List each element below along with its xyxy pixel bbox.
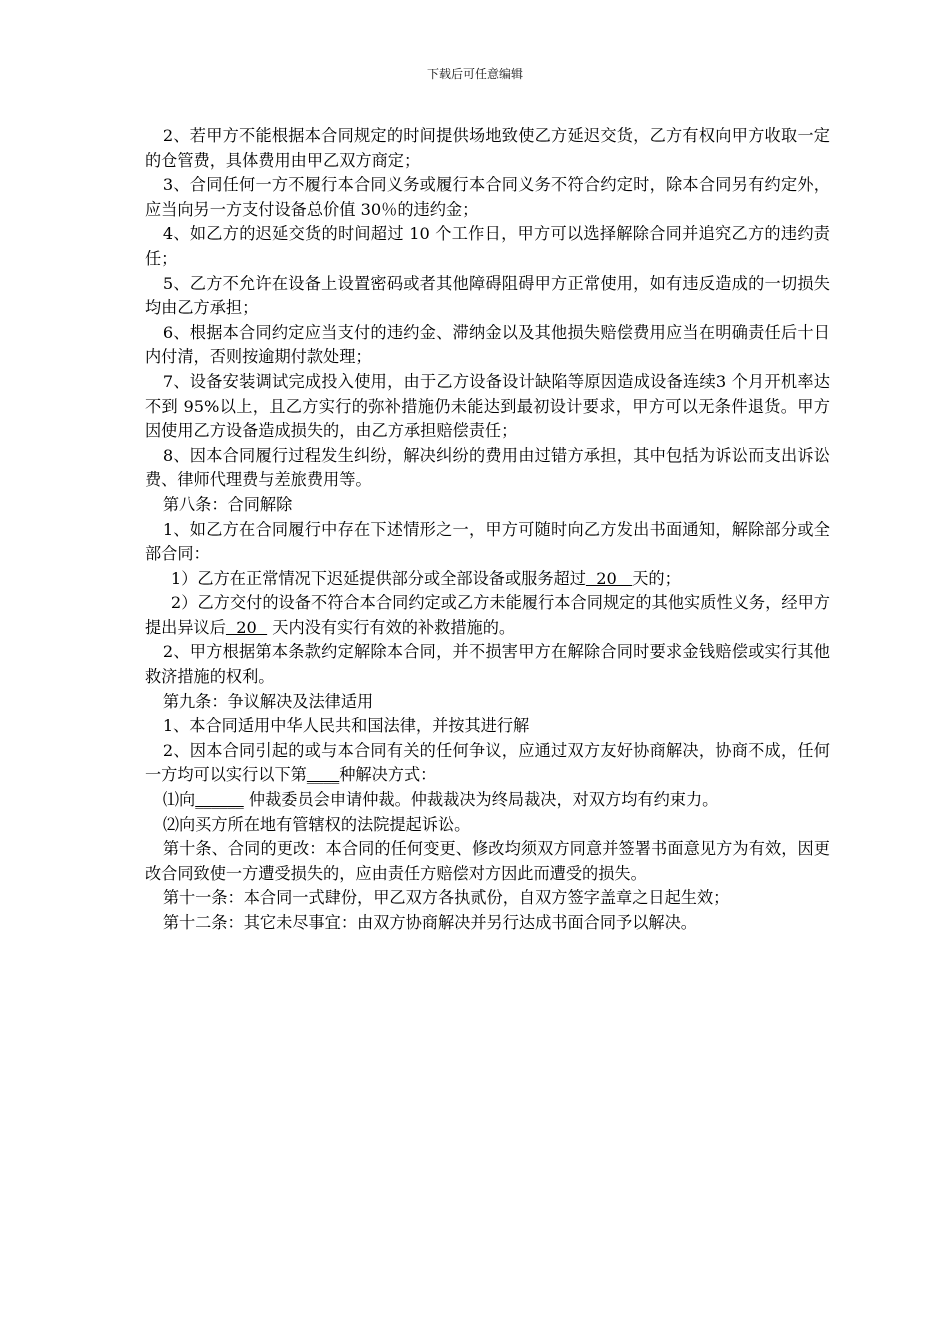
article-9-option-2: ⑵向买方所在地有管辖权的法院提起诉讼。 — [162, 814, 471, 834]
resolution-choice-blank: ____ — [306, 765, 340, 785]
clause-3: 3、合同任何一方不履行本合同义务或履行本合同义务不符合约定时，除本合同另有约定外，应当向另一方支付设备总价值 30％的违约金； — [145, 175, 830, 219]
article-8-title: 第八条：合同解除 — [162, 494, 293, 514]
option-1-text-after: 仲裁委员会申请仲裁。仲裁裁决为终局裁决，对双方均有约束力。 — [243, 790, 719, 810]
item-1-text-after: 天的； — [632, 568, 681, 588]
arbitration-committee-blank: ______ — [195, 790, 244, 810]
article-8-para-1: 1、如乙方在合同履行中存在下述情形之一，甲方可随时向乙方发出书面通知，解除部分或全部合同： — [145, 519, 830, 564]
item-2-text-before: 2）乙方交付的设备不符合本合同约定或乙方未能履行本合同规定的其他实质性义务，经甲方提出异议后 — [145, 593, 830, 637]
article-8-item-2 — [145, 591, 830, 640]
article-10: 第十条、合同的更改：本合同的任何变更、修改均须双方同意并签署书面意见方为有效，因更改合同致使一方遭受损失的，应由责任方赔偿对方因此而遭受的损失。 — [145, 839, 830, 883]
contract-body — [145, 124, 830, 936]
article-9-title: 第九条：争议解决及法律适用 — [162, 691, 374, 711]
clause-4: 4、如乙方的迟延交货的时间超过 10 个工作日，甲方可以选择解除合同并追究乙方的违约责任； — [145, 224, 830, 268]
item-1-days-value: 20 — [585, 568, 633, 588]
item-2-days-value: 20 — [225, 617, 268, 637]
clause-6: 6、根据本合同约定应当支付的违约金、滞纳金以及其他损失赔偿费用应当在明确责任后十日内付清，否则按逾期付款处理； — [145, 322, 830, 367]
page-header: 下载后可任意编辑 — [426, 67, 523, 81]
item-2-text-after: 天内没有实行有效的补救措施的。 — [267, 617, 516, 637]
clause-2: 2、若甲方不能根据本合同规定的时间提供场地致使乙方延迟交货，乙方有权向甲方收取一定的仓管费，具体费用由甲乙双方商定； — [145, 126, 830, 170]
clause-7: 7、设备安装调试完成投入使用，由于乙方设备设计缺陷等原因造成设备连续3 个月开机率达不到 95%以上，且乙方实行的弥补措施仍未能达到最初设计要求，甲方可以无条件退货。甲方因使用乙方设备造成损失的，由乙方承担赔偿责任； — [145, 371, 830, 441]
article-12: 第十二条：其它未尽事宜：由双方协商解决并另行达成书面合同予以解决。 — [162, 913, 697, 932]
para-2-text-after: 种解决方式： — [339, 765, 437, 785]
article-8-para-2: 2、甲方根据第本条款约定解除本合同，并不损害甲方在解除合同时要求金钱赔偿或实行其他救济措施的权利。 — [145, 642, 830, 687]
article-8-item-1 — [145, 567, 830, 592]
article-9-option-1 — [145, 788, 830, 813]
article-9-para-2 — [145, 739, 830, 788]
clause-5: 5、乙方不允许在设备上设置密码或者其他障碍阻碍甲方正常使用，如有违反造成的一切损失均由乙方承担； — [145, 273, 830, 318]
item-1-text-before: 1）乙方在正常情况下迟延提供部分或全部设备或服务超过 — [170, 568, 586, 588]
para-2-text-before: 2、因本合同引起的或与本合同有关的任何争议，应通过双方友好协商解决，协商不成，任何一方均可以实行以下第 — [145, 740, 830, 785]
article-11: 第十一条：本合同一式肆份，甲乙双方各执贰份，自双方签字盖章之日起生效； — [162, 888, 730, 908]
clause-8: 8、因本合同履行过程发生纠纷，解决纠纷的费用由过错方承担，其中包括为诉讼而支出诉讼费、律师代理费与差旅费用等。 — [145, 445, 830, 490]
option-1-text-before: ⑴向 — [162, 790, 196, 810]
article-9-para-1: 1、本合同适用中华人民共和国法律，并按其进行解 — [162, 716, 530, 736]
